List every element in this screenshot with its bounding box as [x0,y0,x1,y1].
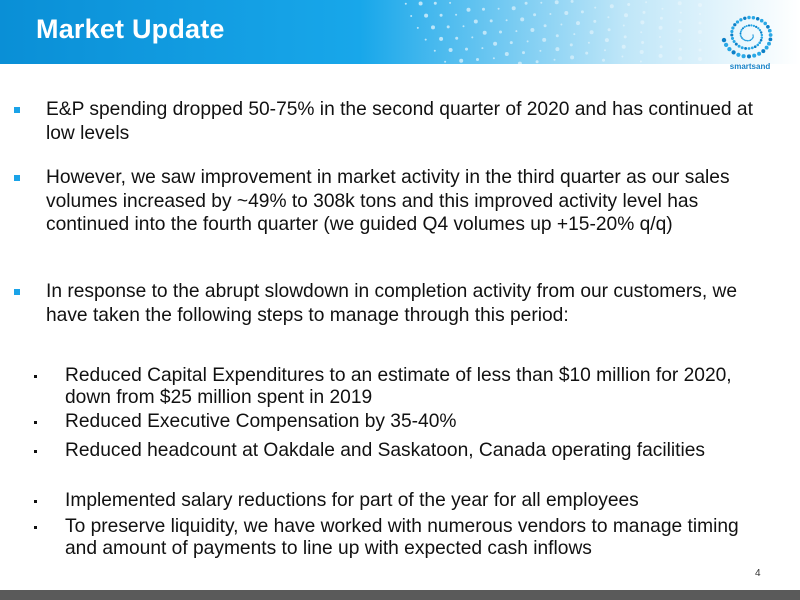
bullet-item [14,166,774,237]
sub-bullet-item [34,411,754,433]
bullet-item [14,98,774,145]
sub-bullet-item [34,490,754,512]
sub-bullet-item [34,440,754,462]
footer-bar [0,590,800,600]
sub-bullet-text: Reduced Capital Expenditures to an estimate of less than $10 million for 2020, down from $25 million spent in 2019 [65,365,732,408]
page-number: 4 [755,568,761,579]
sub-bullet-text: Implemented salary reductions for part of the year for all employees [65,490,639,511]
small-square-bullet-icon [34,421,37,424]
bullet-text: In response to the abrupt slowdown in completion activity from our customers, we have taken the following steps to manage through this period: [46,281,738,326]
bullet-text: E&P spending dropped 50-75% in the second quarter of 2020 and has continued at low levels [46,99,753,144]
sub-bullet-text: To preserve liquidity, we have worked with numerous vendors to manage timing and amount of payments to line up with expected cash inflows [65,516,739,559]
sub-bullet-item [34,365,754,409]
sub-bullet-item [34,516,754,560]
square-bullet-icon [14,289,20,295]
sub-bullet-text: Reduced headcount at Oakdale and Saskatoon, Canada operating facilities [65,440,706,461]
square-bullet-icon [14,175,20,181]
logo-text: smartsand [729,62,771,71]
small-square-bullet-icon [34,500,37,503]
square-bullet-icon [14,107,20,113]
small-square-bullet-icon [34,375,37,378]
small-square-bullet-icon [34,526,37,529]
bullet-item [14,280,774,327]
page-title: Market Update [36,14,225,44]
small-square-bullet-icon [34,450,37,453]
sub-bullet-text: Reduced Executive Compensation by 35-40% [65,411,457,432]
bullet-text: However, we saw improvement in market activity in the third quarter as our sales volumes increased by ~49% to 308k tons and this improved activity level has continued into the fourth quarter (we guided Q4 volumes up +15-20% q/q) [46,167,730,235]
